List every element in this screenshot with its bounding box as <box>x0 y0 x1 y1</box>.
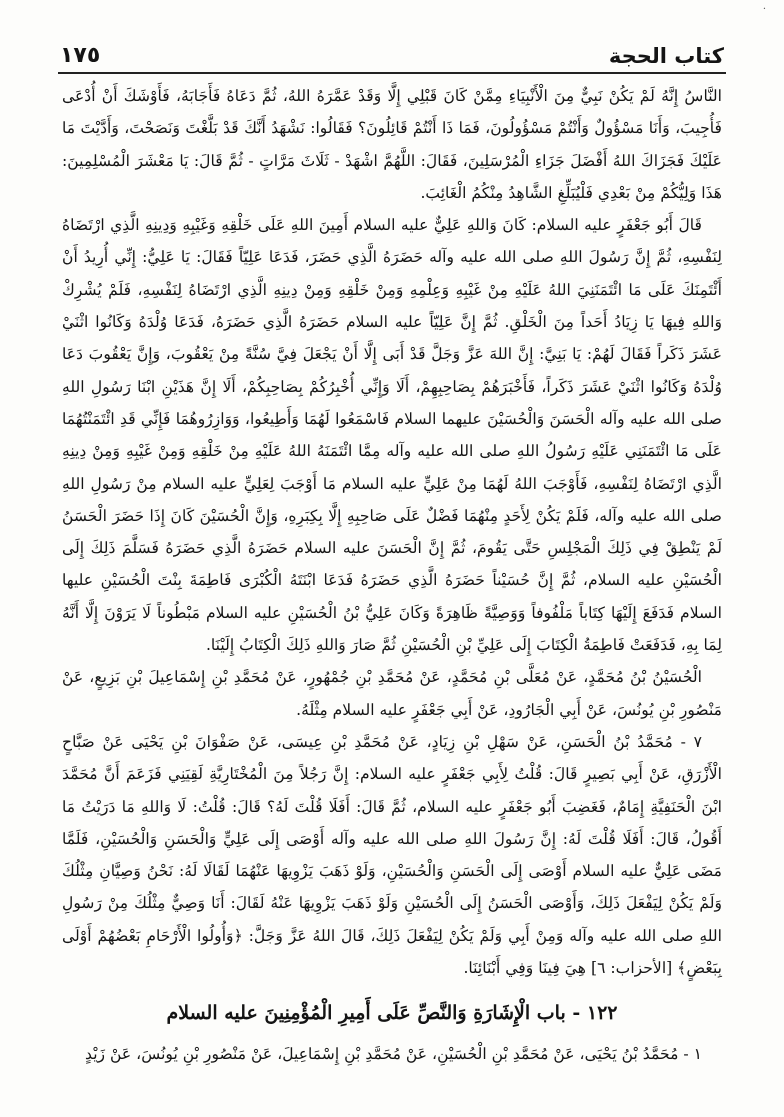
paragraph-1: النَّاسُ إِنَّهُ لَمْ يَكُنْ نَبِيٌّ مِنَ الْأَنْبِيَاءِ مِمَّنْ كَانَ قَبْلِي إِلَّا وَقَدْ عَمَّرَهُ اللهُ، ثُمَّ دَعَاهُ فَأَجَابَهُ، فَأَوْشَكَ أَنْ أُدْعَى فَأُجِيبَ، وَأَنَا مَسْؤُولٌ وَأَنْتُمْ مَسْؤُولُونَ، فَمَا ذَا أَنْتُمْ قَائِلُونَ؟ فَقَالُوا: نَشْهَدُ أَنَّكَ قَدْ بَلَّغْتَ وَنَصَحْتَ، وَأَدَّيْتَ مَا عَلَيْكَ فَجَزَاكَ اللهُ أَفْضَلَ جَزَاءِ الْمُرْسَلِينَ، فَقَالَ: اللَّهُمَّ اشْهَدْ - ثَلَاثَ مَرَّاتٍ - ثُمَّ قَالَ: يَا مَعْشَرَ الْمُسْلِمِينَ: هَذَا وَلِيُّكُمْ مِنْ بَعْدِي فَلْيُبَلِّغِ الشَّاهِدُ مِنْكُمُ الْغَائِبَ. <box>62 87 722 202</box>
page-body <box>62 80 722 1077</box>
paragraph-4: ٧ - مُحَمَّدُ بْنُ الْحَسَنِ، عَنْ سَهْلِ بْنِ زِيَادٍ، عَنْ مُحَمَّدِ بْنِ عِيسَى، عَنْ صَفْوَانَ بْنِ يَحْيَى عَنْ صَبَّاحٍ الْأَزْرَقِ، عَنْ أَبِي بَصِيرٍ قَالَ: قُلْتُ لِأَبِي جَعْفَرٍ عليه السلام: إِنَّ رَجُلاً مِنَ الْمُخْتَارِيَّةِ لَقِيَنِي فَزَعَمَ أَنَّ مُحَمَّدَ ابْنَ الْحَنَفِيَّةِ إِمَامٌ، فَغَضِبَ أَبُو جَعْفَرٍ عليه السلام، ثُمَّ قَالَ: أَفَلَا قُلْتَ لَهُ؟ قَالَ: قُلْتُ: لَا وَاللهِ مَا دَرَيْتُ مَا أَقُولُ، قَالَ: أَفَلَا قُلْتَ لَهُ: إِنَّ رَسُولَ اللهِ صلى الله عليه وآله أَوْصَى إِلَى عَلِيٍّ وَالْحَسَنِ وَالْحُسَيْنِ، فَلَمَّا مَضَى عَلِيٌّ عليه السلام أَوْصَى إِلَى الْحَسَنِ وَالْحُسَيْنِ، وَلَوْ ذَهَبَ يَزْوِيهَا عَنْهُمَا لَقَالَا لَهُ: نَحْنُ وَصِيَّانِ مِثْلُكَ وَلَمْ يَكُنْ لِيَفْعَلَ ذَلِكَ، وَأَوْصَى الْحَسَنُ إِلَى الْحُسَيْنِ وَلَوْ ذَهَبَ يَزْوِيهَا عَنْهُ لَقَالَ: أَنَا وَصِيٌّ مِثْلُكَ مِنْ رَسُولِ اللهِ صلى الله عليه وآله وَمِنْ أَبِي وَلَمْ يَكُنْ لِيَفْعَلَ ذَلِكَ، قَالَ اللهُ عَزَّ وَجَلَّ: ﴿وَأُولُوا الْأَرْحَامِ بَعْضُهُمْ أَوْلَى بِبَعْضٍ﴾ [الأحزاب: ٦] هِيَ فِينَا وَفِي أَبْنَائِنَا. <box>62 732 722 978</box>
section-heading: ١٢٢ - باب الْإِشَارَةِ وَالنَّصِّ عَلَى أَمِيرِ الْمُؤْمِنِينَ عليه السلام <box>166 1002 618 1025</box>
page-header <box>60 28 724 68</box>
paragraph-2: قَالَ أَبُو جَعْفَرٍ عليه السلام: كَانَ وَاللهِ عَلِيٌّ عليه السلام أَمِينَ اللهِ عَلَى خَلْقِهِ وَغَيْبِهِ وَدِينِهِ الَّذِي ارْتَضَاهُ لِنَفْسِهِ، ثُمَّ إِنَّ رَسُولَ اللهِ صلى الله عليه وآله حَضَرَهُ الَّذِي حَضَرَ، فَدَعَا عَلِيّاً فَقَالَ: يَا عَلِيُّ: إِنِّي أُرِيدُ أَنْ أَئْتَمِنَكَ عَلَى مَا ائْتَمَنَنِيَ اللهُ عَلَيْهِ مِنْ غَيْبِهِ وَعِلْمِهِ وَمِنْ خَلْقِهِ وَمِنْ دِينِهِ الَّذِي ارْتَضَاهُ لِنَفْسِهِ، فَلَمْ يُشْرِكْ وَاللهِ فِيهَا يَا زِيَادُ أَحَداً مِنَ الْخَلْقِ. ثُمَّ إِنَّ عَلِيّاً عليه السلام حَضَرَهُ الَّذِي حَضَرَهُ، فَدَعَا وُلْدَهُ وَكَانُوا اثْنَيْ عَشَرَ ذَكَراً فَقَالَ لَهُمْ: يَا بَنِيَّ: إِنَّ اللهَ عَزَّ وَجَلَّ قَدْ أَبَى إِلَّا أَنْ يَجْعَلَ فِيَّ سُنَّةً مِنْ يَعْقُوبَ، وَإِنَّ يَعْقُوبَ دَعَا وُلْدَهُ وَكَانُوا اثْنَيْ عَشَرَ ذَكَراً، فَأَخْبَرَهُمْ بِصَاحِبِهِمْ، أَلَا وَإِنِّي أُخْبِرُكُمْ بِصَاحِبِكُمْ، أَلَا إِنَّ هَذَيْنِ ابْنَا رَسُولِ اللهِ صلى الله عليه وآله الْحَسَنَ وَالْحُسَيْنَ عليهما السلام فَاسْمَعُوا لَهُمَا وَأَطِيعُوا، وَوَازِرُوهُمَا فَإِنِّي قَدِ ائْتَمَنْتُهُمَا عَلَى مَا ائْتَمَنَنِي عَلَيْهِ رَسُولُ اللهِ صلى الله عليه وآله مِمَّا ائْتَمَنَهُ اللهُ عَلَيْهِ مِنْ خَلْقِهِ وَمِنْ غَيْبِهِ وَمِنْ دِينِهِ الَّذِي ارْتَضَاهُ لِنَفْسِهِ، فَأَوْجَبَ اللهُ لَهُمَا مِنْ عَلِيٍّ عليه السلام مَا أَوْجَبَ لِعَلِيٍّ عليه السلام مِنْ رَسُولِ اللهِ صلى الله عليه وآله، فَلَمْ يَكُنْ لِأَحَدٍ مِنْهُمَا فَضْلٌ عَلَى صَاحِبِهِ إِلَّا بِكِبَرِهِ، وَإِنَّ الْحُسَيْنَ كَانَ إِذَا حَضَرَ الْحَسَنُ لَمْ يَنْطِقْ فِي ذَلِكَ الْمَجْلِسِ حَتَّى يَقُومَ، ثُمَّ إِنَّ الْحَسَنَ عليه السلام حَضَرَهُ الَّذِي حَضَرَهُ فَسَلَّمَ ذَلِكَ إِلَى الْحُسَيْنِ عليه السلام، ثُمَّ إِنَّ حُسَيْناً حَضَرَهُ الَّذِي حَضَرَهُ فَدَعَا ابْنَتَهُ الْكُبْرَى فَاطِمَةَ بِنْتَ الْحُسَيْنِ عليها السلام فَدَفَعَ إِلَيْهَا كِتَاباً مَلْفُوفاً وَوَصِيَّةً ظَاهِرَةً وَكَانَ عَلِيُّ بْنُ الْحُسَيْنِ عليه السلام مَبْطُوناً لَا يَرَوْنَ إِلَّا أَنَّهُ لِمَا بِهِ، فَدَفَعَتْ فَاطِمَةُ الْكِتَابَ إِلَى عَلِيِّ بْنِ الْحُسَيْنِ ثُمَّ صَارَ وَاللهِ ذَلِكَ الْكِتَابُ إِلَيْنَا. <box>62 216 722 655</box>
paragraph-5: ١ - مُحَمَّدُ بْنُ يَحْيَى، عَنْ مُحَمَّدِ بْنِ الْحُسَيْنِ، عَنْ مُحَمَّدِ بْنِ إِسْمَاعِيلَ، عَنْ مَنْصُورِ بْنِ يُونُسَ، عَنْ زَيْدٍ <box>85 1045 702 1064</box>
header-rule <box>58 72 726 74</box>
paragraph-3: الْحُسَيْنُ بْنُ مُحَمَّدٍ، عَنْ مُعَلَّى بْنِ مُحَمَّدٍ، عَنْ مُحَمَّدِ بْنِ جُمْهُورٍ، عَنْ مُحَمَّدِ بْنِ إِسْمَاعِيلَ بْنِ بَزِيعٍ، عَنْ مَنْصُورِ بْنِ يُونُسَ، عَنْ أَبِي الْجَارُودِ، عَنْ أَبِي جَعْفَرٍ عليه السلام مِثْلَهُ. <box>62 668 722 719</box>
corner-mark: · <box>762 4 766 15</box>
book-title: كتاب الحجة <box>608 44 724 68</box>
page-number: ١٧٥ <box>60 43 101 68</box>
